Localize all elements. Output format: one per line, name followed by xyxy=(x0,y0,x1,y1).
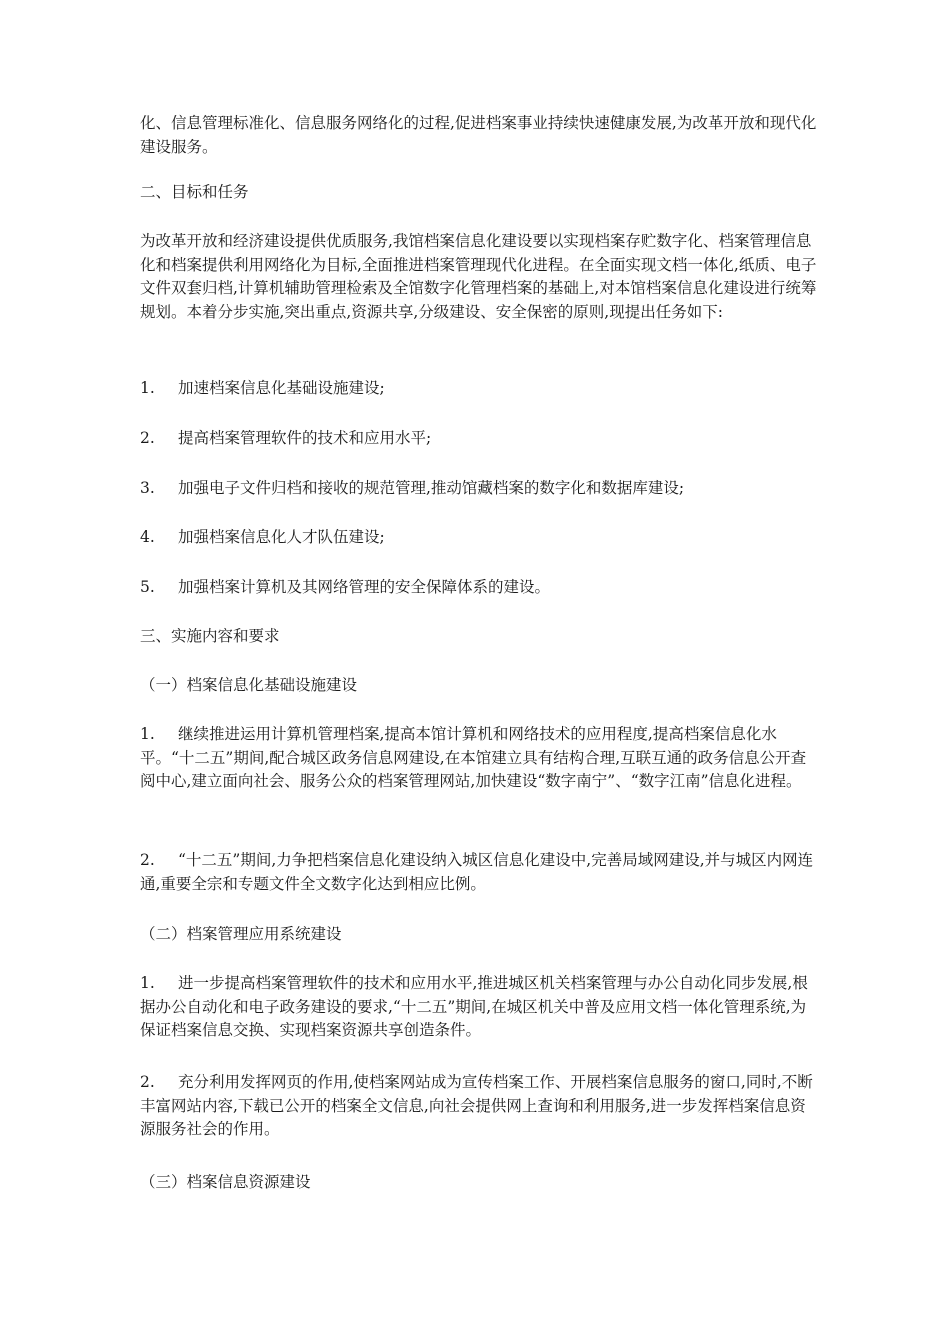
task-item-4 xyxy=(140,526,820,550)
item-number: 1. xyxy=(140,725,155,743)
item-number: 2. xyxy=(140,851,155,869)
item-number: 1. xyxy=(140,974,155,992)
item-number: 2. xyxy=(140,1073,155,1091)
subsection-2-item-2 xyxy=(140,1071,820,1142)
item-text: 充分利用发挥网页的作用,使档案网站成为宣传档案工作、开展档案信息服务的窗口,同时,不断丰富网站内容,下载已公开的档案全文信息,向社会提供网上查询和利用服务,进一步发挥档案信息资源服务社会的作用。 xyxy=(140,1073,813,1138)
intro-continuation: 化、信息管理标准化、信息服务网络化的过程,促进档案事业持续快速健康发展,为改革开放和现代化建设服务。 xyxy=(140,114,817,156)
subsection-1-item-1 xyxy=(140,723,820,794)
subsection-3-heading: （三）档案信息资源建设 xyxy=(140,1173,311,1191)
task-text: 加速档案信息化基础设施建设; xyxy=(178,379,385,397)
task-text: 加强档案信息化人才队伍建设; xyxy=(178,528,385,546)
task-number: 1. xyxy=(140,379,155,397)
subsection-2-heading: （二）档案管理应用系统建设 xyxy=(140,925,342,943)
item-text: “十二五”期间,力争把档案信息化建设纳入城区信息化建设中,完善局域网建设,并与城区内网连通,重要全宗和专题文件全文数字化达到相应比例。 xyxy=(140,851,814,893)
task-item-5 xyxy=(140,576,820,600)
task-item-3 xyxy=(140,477,820,501)
task-text: 加强档案计算机及其网络管理的安全保障体系的建设。 xyxy=(178,578,551,596)
task-text: 提高档案管理软件的技术和应用水平; xyxy=(178,429,432,447)
task-number: 5. xyxy=(140,578,155,596)
section-3-heading: 三、实施内容和要求 xyxy=(140,627,280,645)
task-number: 3. xyxy=(140,479,155,497)
task-item-1 xyxy=(140,377,820,401)
task-number: 4. xyxy=(140,528,155,546)
section-2-paragraph: 为改革开放和经济建设提供优质服务,我馆档案信息化建设要以实现档案存贮数字化、档案管理信息化和档案提供利用网络化为目标,全面推进档案管理现代化进程。在全面实现文档一体化,纸质、电子文件双套归档,计算机辅助管理检索及全馆数字化管理档案的基础上,对本馆档案信息化建设进行统筹规划。本着分步实施,突出重点,资源共享,分级建设、安全保密的原则,现提出任务如下: xyxy=(140,232,817,321)
item-text: 进一步提高档案管理软件的技术和应用水平,推进城区机关档案管理与办公自动化同步发展,根据办公自动化和电子政务建设的要求,“十二五”期间,在城区机关中普及应用文档一体化管理系统,为保证档案信息交换、实现档案资源共享创造条件。 xyxy=(140,974,808,1039)
task-text: 加强电子文件归档和接收的规范管理,推动馆藏档案的数字化和数据库建设; xyxy=(178,479,685,497)
subsection-1-heading: （一）档案信息化基础设施建设 xyxy=(140,676,358,694)
task-item-2 xyxy=(140,427,820,451)
task-number: 2. xyxy=(140,429,155,447)
section-2-heading: 二、目标和任务 xyxy=(140,183,249,201)
subsection-2-item-1 xyxy=(140,972,820,1043)
subsection-1-item-2 xyxy=(140,849,820,896)
item-text: 继续推进运用计算机管理档案,提高本馆计算机和网络技术的应用程度,提高档案信息化水平。“十二五”期间,配合城区政务信息网建设,在本馆建立具有结构合理,互联互通的政务信息公开查阅中心,建立面向社会、服务公众的档案管理网站,加快建设“数字南宁”、“数字江南”信息化进程。 xyxy=(140,725,807,790)
